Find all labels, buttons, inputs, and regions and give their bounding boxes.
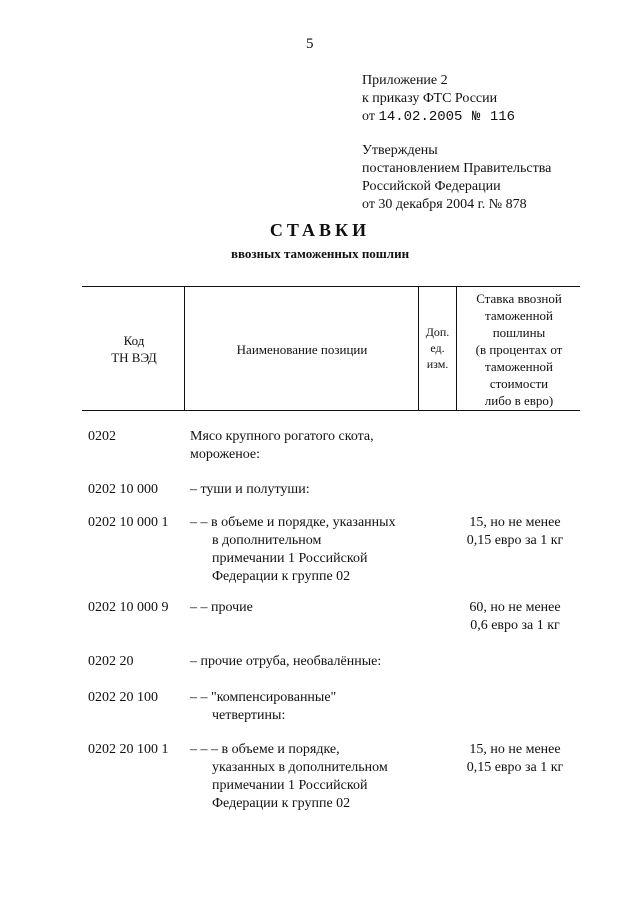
row-name xyxy=(190,428,426,464)
appendix-number: 116 xyxy=(489,109,516,125)
header-rate-line: таможенной xyxy=(485,359,553,374)
row-name xyxy=(190,741,426,813)
header-name-line: Наименование позиции xyxy=(236,342,368,357)
header-rate-line: либо в евро) xyxy=(484,393,554,408)
row-name-line: – – в объеме и порядке, указанных xyxy=(190,515,396,530)
row-name-line: Федерации к группе 02 xyxy=(212,796,351,811)
row-name-line: – прочие отруба, необвалённые: xyxy=(190,654,382,669)
approval-line-3: Российской Федерации xyxy=(362,179,501,194)
row-name-line: Мясо крупного рогатого скота, xyxy=(190,429,374,444)
row-name xyxy=(190,599,426,617)
row-name-line: – – прочие xyxy=(190,600,253,615)
table-top-rule xyxy=(82,286,580,287)
document-subtitle: ввозных таможенных пошлин xyxy=(230,246,410,261)
page-number: 5 xyxy=(306,36,314,52)
appendix-date: 14.02.2005 xyxy=(378,109,463,125)
header-code-line: Код xyxy=(123,333,145,348)
row-name-line: в дополнительном xyxy=(212,533,322,548)
row-code: 0202 10 000 9 xyxy=(88,600,169,615)
appendix-line-3 xyxy=(362,108,515,126)
row-code: 0202 20 100 1 xyxy=(88,742,169,757)
row-name-line: указанных в дополнительном xyxy=(212,760,388,775)
header-code-line: ТН ВЭД xyxy=(111,350,157,365)
appendix-number-sign: № xyxy=(471,109,481,125)
header-unit-line: Доп. xyxy=(425,325,450,339)
row-rate-line: 0,15 евро за 1 кг xyxy=(466,760,564,775)
approval-line-1: Утверждены xyxy=(362,143,438,158)
appendix-line-2: к приказу ФТС России xyxy=(362,91,498,106)
approval-block xyxy=(362,142,551,214)
approval-line-4: от 30 декабря 2004 г. № 878 xyxy=(362,197,527,212)
header-unit xyxy=(419,324,456,372)
header-rate-line: стоимости xyxy=(489,376,549,391)
appendix-block xyxy=(362,72,515,126)
row-rate-line: 15, но не менее xyxy=(469,515,561,530)
header-rate-line: Ставка ввозной xyxy=(476,291,562,306)
header-rate-line: пошлины xyxy=(492,325,546,340)
header-rate-line: (в процентах от xyxy=(475,342,563,357)
row-name xyxy=(190,481,426,499)
row-name-line: примечании 1 Российской xyxy=(212,551,368,566)
row-name xyxy=(190,653,426,671)
header-unit-line: изм. xyxy=(426,357,449,371)
row-code: 0202 20 100 xyxy=(88,690,158,705)
row-name xyxy=(190,514,426,586)
row-rate-line: 0,6 евро за 1 кг xyxy=(470,618,560,633)
row-name-line: примечании 1 Российской xyxy=(212,778,368,793)
row-name-line: – – "компенсированные" xyxy=(190,690,337,705)
row-rate xyxy=(440,741,590,777)
row-code: 0202 20 xyxy=(88,654,134,669)
row-rate-line: 0,15 евро за 1 кг xyxy=(466,533,564,548)
row-name xyxy=(190,689,426,725)
header-rate xyxy=(458,290,580,409)
table-header-bottom-rule xyxy=(82,410,580,411)
row-code: 0202 xyxy=(88,429,116,444)
row-name-line: – – – в объеме и порядке, xyxy=(190,742,340,757)
row-rate xyxy=(440,599,590,635)
header-rate-line: таможенной xyxy=(485,308,553,323)
header-code xyxy=(84,332,184,366)
header-unit-line: ед. xyxy=(430,341,445,355)
appendix-line-1: Приложение 2 xyxy=(362,73,448,88)
row-rate xyxy=(440,514,590,550)
row-code: 0202 10 000 1 xyxy=(88,515,169,530)
column-divider-3 xyxy=(456,286,457,410)
row-name-line: – туши и полутуши: xyxy=(190,482,310,497)
document-title: СТАВКИ xyxy=(269,220,371,240)
row-rate-line: 60, но не менее xyxy=(469,600,561,615)
header-name xyxy=(186,341,418,358)
row-name-line: четвертины: xyxy=(212,708,286,723)
row-code: 0202 10 000 xyxy=(88,482,158,497)
row-name-line: мороженое: xyxy=(190,447,260,462)
appendix-date-prefix: от xyxy=(362,109,375,124)
row-name-line: Федерации к группе 02 xyxy=(212,569,351,584)
approval-line-2: постановлением Правительства xyxy=(362,161,552,176)
row-rate-line: 15, но не менее xyxy=(469,742,561,757)
column-divider-1 xyxy=(184,286,185,410)
